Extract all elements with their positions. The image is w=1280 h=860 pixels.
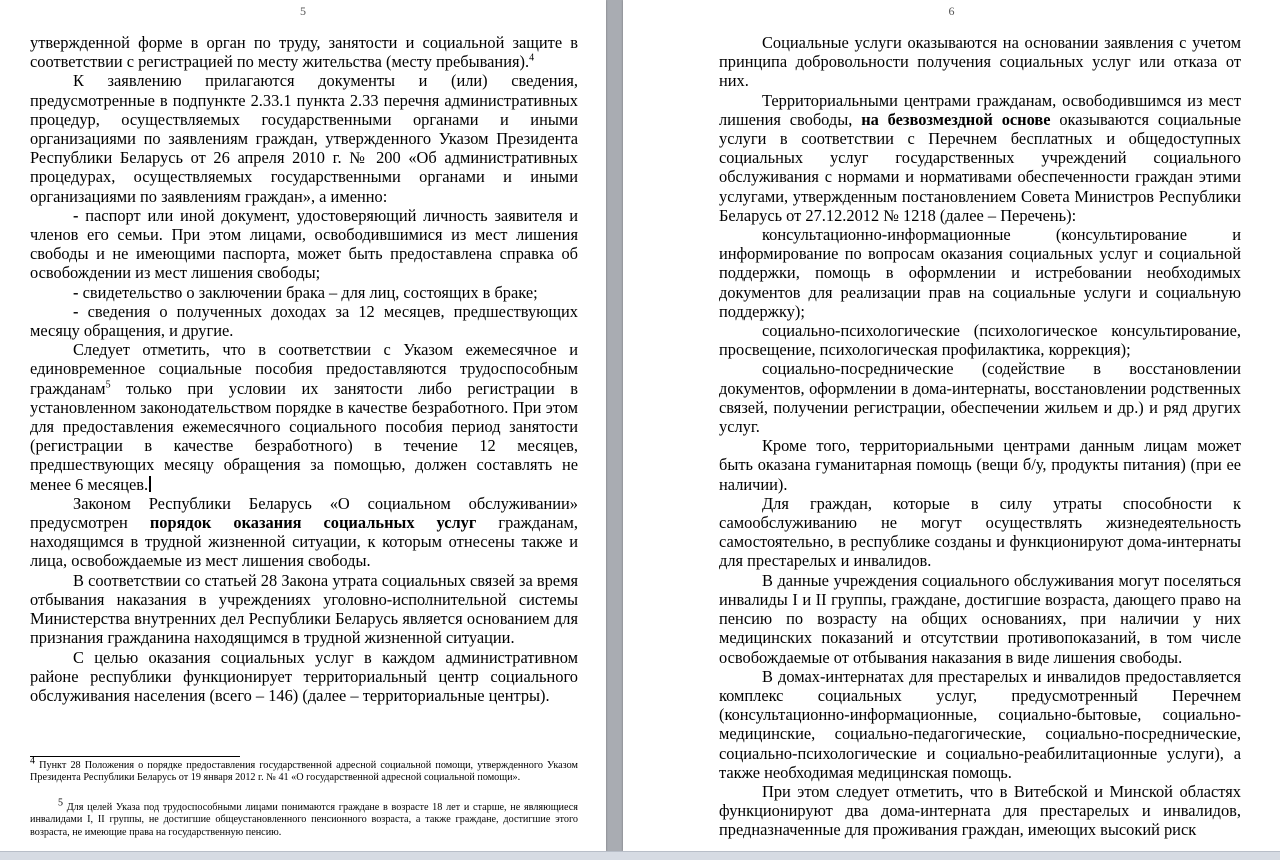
bullet-marker: - (73, 282, 79, 302)
list-item (30, 302, 578, 340)
bullet-marker: - (73, 301, 79, 321)
paragraph: При этом следует отметить, что в Витебской и Минской областях функционируют два дома-интерната для престарелых и инвалидов, предназначенные для проживания граждан, имеющих высокий риск (719, 781, 1241, 840)
paragraph: В данные учреждения социального обслуживания могут поселяться инвалиды I и II группы, граждане, достигшие возраста, дающего право на пенсию по возрасту на общих основаниях, при наличии у них медицинских показаний и отсутствии противопоказаний, в том числе освобождаемые от отбывания наказания в виде лишения свободы. (719, 570, 1241, 667)
bullet-marker: - (73, 205, 79, 225)
list-item: социально-психологические (психологическое консультирование, просвещение, психологическая профилактика, коррекция); (719, 321, 1241, 360)
paragraph: В соответствии со статьей 28 Закона утрата социальных связей за время отбывания наказания в учреждениях уголовно-исполнительной системы Министерства внутренних дел Республики Беларусь является основанием для признания гражданина находящимся в трудной жизненной ситуации. (30, 570, 578, 648)
footnote-text: Для целей Указа под трудоспособными лицами понимаются граждане в возрасте 18 лет и старше, не являющиеся инвалидами I, II группы, не достигшие общеустановленного пенсионного возраста, а также граждане, достигшие этого возраста, не имеющие права на государственную пенсию. (30, 802, 578, 838)
footnote-mark: 5 (58, 797, 63, 809)
paragraph: С целью оказания социальных услуг в каждом административном районе республики функционирует территориальный центр социального обслуживания населения (всего – 146) (далее – территориальные центры). (30, 647, 578, 705)
bold-phrase: порядок оказания социальных услуг (149, 513, 477, 533)
page-body[interactable] (30, 33, 578, 705)
bold-phrase: на безвозмездной основе (861, 109, 1051, 129)
list-item: консультационно-информационные (консультирование и информирование по вопросам оказания социальных услуг и социальной поддержки, помощь в оформлении и истребовании необходимых документов для реализации прав на социальные услуги и социальную поддержку); (719, 225, 1241, 321)
paragraph-text: Территориальными центрами гражданам, освободившимся из мест лишения свободы, (719, 90, 1241, 129)
list-item (30, 206, 578, 283)
footnote-separator (30, 756, 240, 757)
footnote-5 (30, 797, 578, 839)
footnote-ref[interactable]: 4 (529, 52, 535, 64)
text-cursor (149, 476, 151, 492)
paragraph (30, 494, 578, 571)
footnote-text: Пункт 28 Положения о порядке предоставления государственной адресной социальной помощи, утвержденного Указом Президента Республики Беларусь от 19 января 2012 г. № 41 «О государственной адресной социальной помощи». (30, 760, 578, 784)
paragraph-text: гражданам, находящимся в трудной жизненной ситуации, к которым отнесены также и лица, освобождаемые из мест лишения свободы. (30, 513, 578, 571)
footnote-ref[interactable]: 5 (105, 379, 111, 391)
paragraph (30, 33, 578, 71)
paragraph (30, 340, 578, 494)
paragraph-text: Законом Республики Беларусь «О социальном обслуживании» предусмотрен (30, 493, 578, 533)
list-item-text: паспорт или иной документ, удостоверяющий личность заявителя и членов его семьи. При этом лицами, освободившимися из мест лишения свободы и не имеющими паспорта, может быть предоставлена справка об освобождении из мест лишения свободы; (30, 205, 578, 283)
list-item (30, 283, 578, 302)
list-item-text: сведения о полученных доходах за 12 месяцев, предшествующих месяцу обращения, и другие. (30, 301, 578, 341)
paragraph-text: оказываются социальные услуги в соответствии с Перечнем бесплатных и общедоступных социальных услуг государственных учреждений социального обслуживания с нормами и нормативами обеспеченности граждан этими услугами, утвержденным постановлением Совета Министров Республики Беларусь от 27.12.2012 № 1218 (далее – Перечень): (719, 109, 1241, 225)
list-item-text: свидетельство о заключении брака – для лиц, состоящих в браке; (82, 282, 538, 302)
paragraph (719, 91, 1241, 225)
paragraph: К заявлению прилагаются документы и (или) сведения, предусмотренные в подпункте 2.33.1 пункта 2.33 перечня административных процедур, осуществляемых государственными органами и иными организациями по заявлениям граждан, утвержденного Указом Президента Республики Беларусь от 26 апреля 2010 г. № 200 «Об административных процедурах, осуществляемых государственными органами и иными организациями по заявлениям граждан», а именно: (30, 71, 578, 206)
page-number: 6 (948, 4, 955, 18)
paragraph: Кроме того, территориальными центрами данным лицам может быть оказана гуманитарная помощь (вещи б/у, продукты питания) (при ее наличии). (719, 436, 1241, 494)
paragraph: Социальные услуги оказываются на основании заявления с учетом принципа добровольности получения социальных услуг или отказа от них. (719, 33, 1241, 91)
footnote-mark: 4 (30, 755, 35, 767)
paragraph: В домах-интернатах для престарелых и инвалидов предоставляется комплекс социальных услуг, предусмотренный Перечнем (консультационно-информационные, социально-бытовые, социально-медицинские, социально-педагогические, социально-посреднические, социально-психологические и социально-реабилитационные услуги), а также необходимая медицинская помощь. (719, 666, 1241, 782)
paragraph-text: Следует отметить, что в соответствии с Указом ежемесячное и единовременное социальные пособия предоставляются трудоспособным гражданам (30, 340, 578, 398)
paragraph: Для граждан, которые в силу утраты способности к самообслуживанию не могут осуществлять жизнедеятельность самостоятельно, в республике созданы и функционируют дома-интернаты для престарелых и инвалидов. (719, 493, 1241, 571)
footnote-4 (30, 755, 578, 785)
document-page-6[interactable] (623, 0, 1280, 851)
document-page-5[interactable] (0, 0, 606, 851)
list-item: социально-посреднические (содействие в восстановлении документов, оформлении в дома-интернаты, восстановлении родственных связей, получении регистрации, обеспечении жильем и др.) и ряд других услуг. (719, 359, 1241, 437)
paragraph-text: только при условии их занятости либо регистрации в установленном законодательством порядке в качестве безработного. При этом для предоставления ежемесячного социального пособия период занятости (регистрации в качестве безработного) в течение 12 месяцев, предшествующих месяцу обращения за помощью, должен составлять не менее 6 месяцев. (30, 378, 578, 494)
page-body[interactable] (719, 33, 1241, 840)
paragraph-text: утвержденной форме в орган по труду, занятости и социальной защите в соответствии с регистрацией по месту жительства (месту пребывания). (30, 33, 578, 72)
page-number: 5 (300, 4, 306, 18)
